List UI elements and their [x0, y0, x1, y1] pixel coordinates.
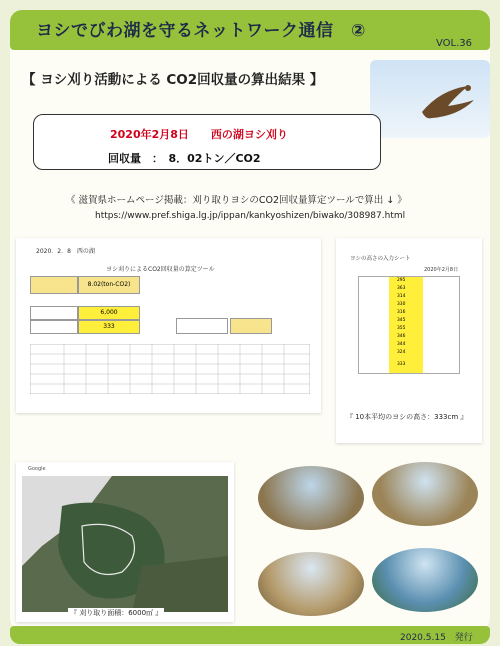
average-height-caption: 『 10本平均のヨシの高さ：333cm 』: [346, 413, 468, 421]
area-value-cell: 6,000: [78, 306, 140, 320]
publication-date: 2020.5.15 発行: [400, 633, 473, 643]
photo-reed-field: [258, 552, 364, 616]
moisture-value-cell: [230, 318, 272, 334]
result-value-cell: 8.02(ton-CO2): [78, 276, 140, 294]
bird-photo: [370, 60, 490, 138]
newsletter-title: ヨシでびわ湖を守るネットワーク通信 ②: [36, 21, 366, 41]
volume-number: VOL.36: [436, 38, 473, 49]
event-date: 2020年2月8日 西の湖ヨシ刈り: [110, 128, 288, 141]
harvest-map: [16, 462, 234, 622]
height-values: 295 363 314 330 316 345 355 346 344 324 333: [397, 278, 406, 367]
section-heading: 【 ヨシ刈り活動による CO2回収量の算出結果 】: [22, 72, 324, 88]
photo-reed-harvest-1: [258, 466, 364, 530]
input-sheet-date: 2020年2月8日: [424, 267, 459, 273]
source-url[interactable]: https://www.pref.shiga.lg.jp/ippan/kankyoshizen/biwako/308987.html: [95, 211, 406, 221]
input-sheet-title: ヨシの高さの入力シート: [350, 256, 411, 262]
area-label-cell: [30, 306, 78, 320]
calculation-sheet: [16, 238, 321, 413]
aerial-map: [22, 476, 228, 612]
map-label: Google: [28, 466, 46, 472]
height-label-cell: [30, 320, 78, 334]
height-input-sheet: [336, 238, 482, 443]
area-caption: 『 刈り取り面積：6000㎡ 』: [70, 609, 163, 617]
calc-grid: [30, 344, 310, 394]
sheet-header: 2020．2．8 西の湖: [36, 248, 95, 255]
result-label-cell: [30, 276, 78, 294]
sheet-title: ヨシ刈りによるCO2回収量の算定ツール: [106, 266, 215, 273]
bird-icon: [370, 60, 490, 138]
source-note: 《 滋賀県ホームページ掲載：刈り取りヨシのCO2回収量算定ツールで算出 ↓ 》: [66, 195, 407, 206]
photo-group: [372, 548, 478, 612]
moisture-cell: [176, 318, 228, 334]
height-value-cell: 333: [78, 320, 140, 334]
co2-amount: 回収量 ： 8．02トン／CO2: [108, 152, 261, 165]
height-table: [358, 276, 460, 374]
photo-reed-bundles: [372, 462, 478, 526]
